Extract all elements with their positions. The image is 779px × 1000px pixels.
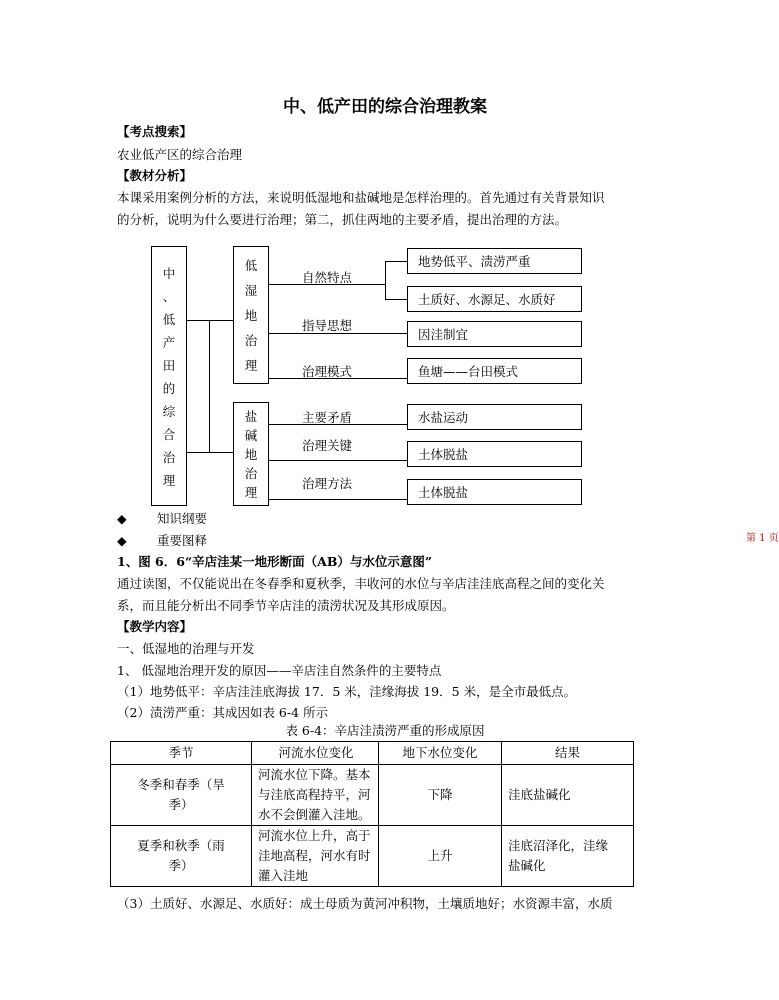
cell-line: 洼地高程，河水有时 [258,848,371,863]
cell-line: 河流水位下降。基本 [258,767,371,782]
label-key: 治理关键 [302,438,353,453]
connector-line [209,452,233,453]
jiaocai-text-2: 的分析，说明为什么要进行治理；第二，抓住两地的主要矛盾，提出治理的方法。 [117,212,568,227]
saline-char: 治 [244,465,258,481]
box-fish: 鱼塘——台田模式 [407,358,582,384]
connector-line [385,299,407,300]
table-header-row [111,742,634,765]
saline-char: 地 [244,446,258,462]
document-title: 中、低产田的综合治理教案 [283,97,487,117]
label-natural: 自然特点 [302,270,353,285]
connector-line [187,320,209,321]
table-cell-river [252,765,379,826]
key-figure-label: 重要图释 [157,533,208,548]
item1: 1、 低湿地治理开发的原因——辛店洼自然条件的主要特点 [117,663,442,678]
cell-line: 河流水位上升，高于 [258,828,371,843]
root-box [151,246,187,506]
table-cell-result [502,765,634,826]
kaodian-text: 农业低产区的综合治理 [117,147,243,162]
table-cell-result [502,826,634,887]
connector-line [187,452,209,453]
box-water-salt: 水盐运动 [407,404,582,430]
table-cell-ground: 上升 [379,826,502,887]
connector-line [385,261,407,262]
item1-2: （2）渍涝严重：其成因如表 6-4 所示 [117,705,329,720]
part1-heading: 一、低湿地的治理与开发 [117,641,255,656]
item1-3: （3）土质好、水源足、水质好：成土母质为黄河冲积物，土壤质地好；水资源丰富，水质 [117,896,613,911]
label-main-conflict: 主要矛盾 [302,410,353,425]
cell-line: 盐碱化 [508,858,546,873]
root-char: 的 [162,380,176,396]
label-method: 治理方法 [302,476,353,491]
root-char: 中 [162,265,176,281]
table-header: 结果 [502,742,634,765]
root-char: 产 [162,334,176,350]
diamond-bullet-icon: ◆ [117,511,127,526]
connector-line [268,460,407,461]
table-cell-river [252,826,379,887]
root-char: 合 [162,426,176,442]
table-cell-ground: 下降 [379,765,502,826]
cell-line: 夏季和秋季（雨 [137,838,225,853]
table-header: 季节 [111,742,252,765]
outline-key-figure [117,531,207,551]
root-char: 综 [162,403,176,419]
cell-line: 季） [168,858,194,873]
connector-line [209,320,210,452]
root-char: 低 [162,311,176,327]
box-adapt: 因洼制宜 [407,321,582,347]
root-char: 治 [162,449,176,465]
low-wet-box [233,246,269,384]
label-guide: 指导思想 [302,318,353,333]
jiaocai-heading: 【教材分析】 [117,168,193,183]
box-desalt-1: 土体脱盐 [407,441,582,467]
cell-line: 洼底盐碱化 [508,787,571,802]
margin-note: 第 1 页 [746,533,779,544]
kaodian-heading: 【考点搜索】 [117,124,193,139]
label-mode: 治理模式 [302,364,353,379]
box-terrain: 地势低平、渍涝严重 [407,248,582,274]
low-wet-char: 理 [244,357,258,373]
root-char: 理 [162,472,176,488]
outline-knowledge [117,509,207,529]
box-desalt-2: 土体脱盐 [407,479,582,505]
table-cell-season [111,765,252,826]
low-wet-char: 治 [244,332,258,348]
figure-title: 1、图 6．6“辛店洼某一地形断面（AB）与水位示意图” [117,554,433,569]
cell-line: 灌入洼地 [258,868,309,883]
root-char: 田 [162,357,176,373]
jiaocai-text-1: 本课采用案例分析的方法，来说明低湿地和盐碱地是怎样治理的。首先通过有关背景知识 [117,190,605,205]
item1-1: （1）地势低平：辛店洼洼底海拔 17．5 米，洼缘海拔 19．5 米，是全市最低点。 [117,684,577,699]
cell-line: 与洼底高程持平，河 [258,787,371,802]
root-char: 、 [162,288,176,304]
low-wet-char: 低 [244,258,258,274]
figure-text-2: 系，而且能分析出不同季节辛店洼的渍涝状况及其形成原因。 [117,598,455,613]
knowledge-label: 知识纲要 [157,511,208,526]
cell-line: 冬季和春季（旱 [137,777,225,792]
content-heading: 【教学内容】 [117,619,193,634]
cell-line: 季） [168,797,194,812]
low-wet-char: 地 [244,307,258,323]
table-caption: 表 6-4：辛店洼渍涝严重的形成原因 [285,723,485,738]
cell-line: 水不会倒灌入洼地。 [258,807,371,822]
low-wet-char: 湿 [244,283,258,299]
connector-line [385,261,386,299]
table-row [111,826,634,887]
saline-char: 碱 [244,428,258,444]
diamond-bullet-icon: ◆ [117,533,127,548]
box-soil: 土质好、水源足、水质好 [407,286,582,312]
connector-line [268,499,407,500]
table-header: 河流水位变化 [252,742,379,765]
saline-char: 盐 [244,409,258,425]
saline-box [233,402,269,506]
table-cell-season [111,826,252,887]
cell-line: 洼底沼泽化，洼缘 [508,838,609,853]
saline-char: 理 [244,484,258,500]
formation-table [110,741,634,887]
table-header: 地下水位变化 [379,742,502,765]
connector-line [209,320,233,321]
table-row [111,765,634,826]
figure-text-1: 通过读图，不仅能说出在冬春季和夏秋季，丰收河的水位与辛店洼洼底高程之间的变化关 [117,576,605,591]
